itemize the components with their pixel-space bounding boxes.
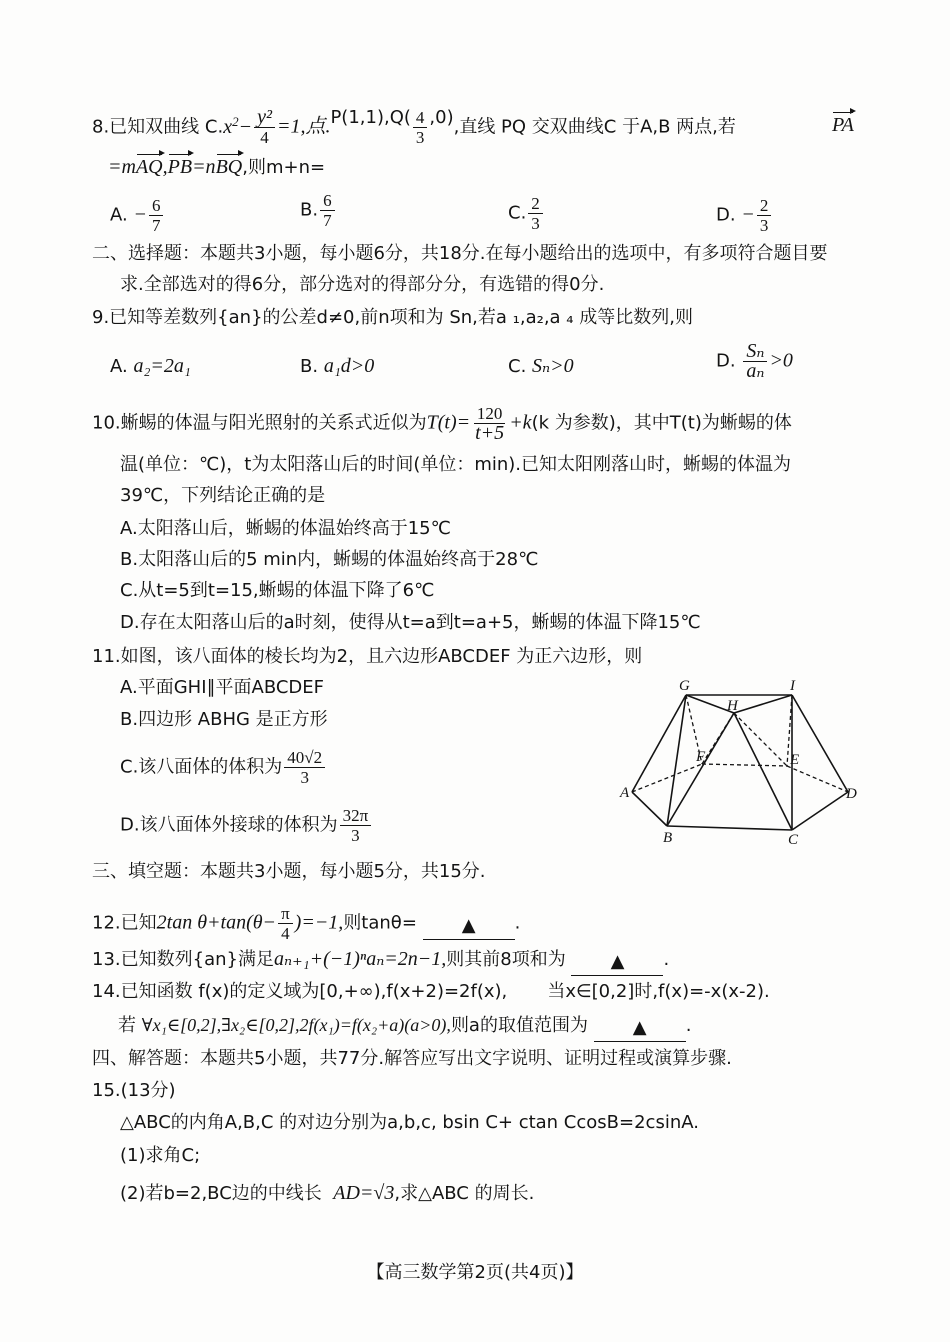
figure-label-e: E [790, 752, 800, 768]
q10-option-c: C.从t=5到t=15,蜥蜴的体温下降了6℃ [120, 580, 435, 601]
figure-label-g: G [679, 678, 690, 694]
figure-label-d: D [846, 786, 857, 802]
q11-stem: 11.如图，该八面体的棱长均为2，且六边形ABCDEF 为正六边形，则 [92, 646, 643, 667]
q8-line-text: ,直线 PQ 交双曲线C 于A,B 两点,若 [453, 116, 736, 138]
q8-frac-y2: $\frac{\text{y²}}{4}$ [254, 108, 275, 147]
q9-stem: 9.已知等差数列{an}的公差d≠0,前n项和为 Sn,若a ₁,a₂,a ₄ 成等比数列,则 [92, 307, 693, 328]
q8-option-d: D. − $\frac{2}{3}$ [716, 196, 773, 235]
q15-head: 15.(13分) [92, 1080, 176, 1101]
q13-line: 13.已知数列{an}满足aₙ₊₁+(−1)ⁿaₙ=2n−1,则其前8项和为 ▲ . [92, 946, 669, 974]
q8-point-p: P(1,1),Q( [330, 106, 411, 128]
figure-label-h: H [727, 698, 738, 714]
q10-stem: 10.蜥蜴的体温与阳光照射的关系式近似为T(t)= $\frac{120}{t+5}$ +k(k 为参数)，其中T(t)为蜥蜴的体 [92, 404, 792, 444]
q9-option-b: B. a₁d>0 [300, 355, 375, 377]
q8-prefix: 8.已知双曲线 C. [92, 116, 224, 138]
q10-option-a: A.太阳落山后，蜥蜴的体温始终高于15℃ [120, 518, 451, 539]
q8-vec-bq: BQ [215, 156, 243, 178]
figure-label-i: I [790, 678, 795, 694]
q8-option-b: B. $\frac{6}{7}$ [300, 191, 337, 230]
page-footer: 【高三数学第2页(共4页)】 [366, 1262, 584, 1283]
q12-line: 12.已知2tan θ+tan(θ− $\frac{\pi}{4}$ )=−1,则tanθ= ▲ . [92, 904, 521, 943]
q8-frac-43: $\frac{4}{3}$ [413, 108, 428, 147]
q8-vec-pb: PB [167, 156, 193, 178]
q10-line2: 温(单位：℃)，t为太阳落山后的时间(单位：min).已知太阳刚落山时，蜥蜴的体温为 [120, 454, 792, 475]
q14-answer-blank[interactable]: ▲ [594, 1015, 686, 1042]
q11-option-b: B.四边形 ABHG 是正方形 [120, 709, 328, 730]
figure-label-a: A [620, 785, 630, 801]
q13-answer-blank[interactable]: ▲ [571, 949, 663, 976]
section4-title: 四、解答题：本题共5小题，共77分.解答应写出文字说明、证明过程或演算步骤. [92, 1048, 732, 1069]
q11-option-d: D.该八面体外接球的体积为 $\frac{32\pi}{3}$ [120, 806, 373, 845]
section2-line1: 二、选择题：本题共3小题，每小题6分，共18分.在每小题给出的选项中，有多项符合题目要 [92, 243, 828, 264]
q14-line2: 若 ∀x₁∈[0,2],∃x₂∈[0,2],2f(x₁)=f(x₂+a)(a>0),则a的取值范围为 ▲ . [118, 1012, 691, 1040]
q12-answer-blank[interactable]: ▲ [423, 913, 515, 940]
figure-hidden-edges [632, 695, 848, 792]
q8-vec-aq: AQ [135, 156, 163, 178]
section3-title: 三、填空题：本题共3小题，每小题5分，共15分. [92, 861, 486, 882]
q9-option-d: D. $\frac{\text{Sₙ}}{\text{aₙ}}$ >0 [716, 340, 793, 382]
q15-part1: (1)求角C; [120, 1145, 201, 1166]
q10-formula-frac: $\frac{120}{t+5}$ [475, 404, 505, 444]
q15-line1: △ABC的内角A,B,C 的对边分别为a,b,c, bsin C+ ctan CcosB=2csinA. [120, 1112, 699, 1133]
q8-vec-pa: PA [832, 114, 854, 136]
octahedron-figure [612, 672, 868, 852]
q8-option-a: A. − $\frac{6}{7}$ [110, 196, 165, 235]
q11-option-c: C.该八面体的体积为 $\frac{40√2}{3}$ [120, 748, 327, 787]
q14-line1: 14.已知函数 f(x)的定义域为[0,+∞),f(x+2)=2f(x), 当x∈[0,2]时,f(x)=-x(x-2). [92, 981, 770, 1002]
q9-option-c: C. Sₙ>0 [508, 355, 574, 377]
q9-option-a: A. a₂=2a₁ [110, 355, 191, 377]
q10-option-d: D.存在太阳落山后的a时刻，使得从t=a到t=a+5，蜥蜴的体温下降15℃ [120, 612, 701, 633]
q15-part2: (2)若b=2,BC边的中线长 AD=√3,求△ABC 的周长. [120, 1182, 535, 1204]
q10-option-b: B.太阳落山后的5 min内，蜥蜴的体温始终高于28℃ [120, 549, 539, 570]
section2-line2: 求.全部选对的得6分，部分选对的得部分分，有选错的得0分. [120, 274, 605, 295]
figure-label-c: C [788, 832, 799, 848]
q8-line1: 8.已知双曲线 $C.x^2-$ $\frac{\text{y²}}{4}$ =1,点.P(1,1),Q( $\frac{4}{3}$ ,0),直线 PQ 交双曲线C 于A,B 两点,若 [92, 106, 736, 147]
q8-option-c: C. $\frac{2}{3}$ [508, 194, 545, 233]
figure-solid-edges [632, 695, 848, 830]
figure-label-b: B [663, 830, 673, 846]
figure-label-f: F [696, 749, 706, 765]
q8-tail: ,则m+n= [242, 157, 326, 178]
q10-line3: 39℃，下列结论正确的是 [120, 485, 326, 506]
q8-line2: =mAQ,PB=nBQ,则m+n= [108, 156, 326, 178]
q11-option-a: A.平面GHI∥平面ABCDEF [120, 677, 325, 698]
